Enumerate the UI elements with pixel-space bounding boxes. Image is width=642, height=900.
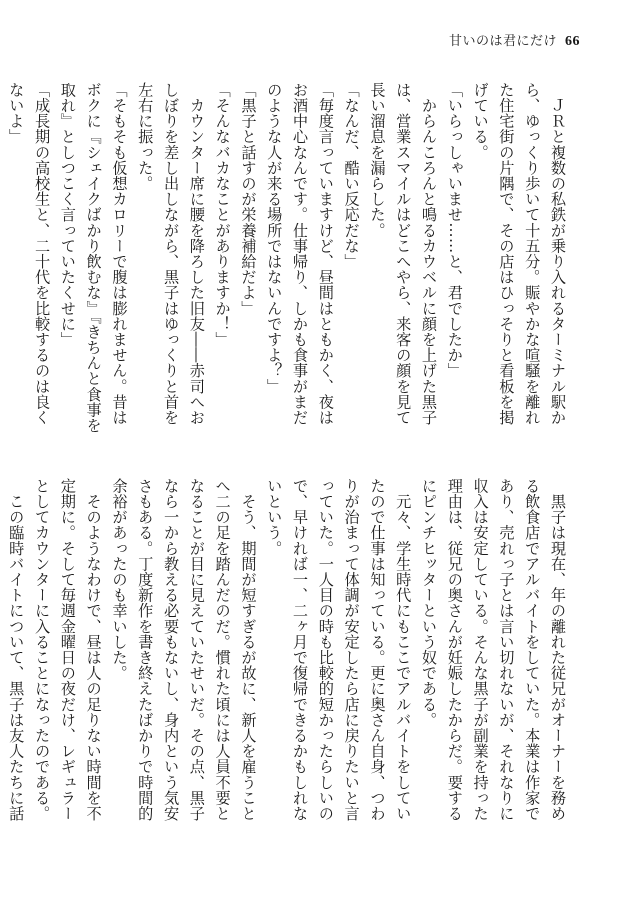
dialogue-line: 「いらっしゃいませ……と、君でしたか」: [445, 82, 464, 379]
paragraph: 元々、学生時代にもここでアルバイトをしていたので仕事は知っている。更に奥さん自身、つわりが治まって体調が安定したら店に戻りたいと言っていた。一人目の時も比較的短かったらしいので、早ければ一、二ヶ月で復帰できるかもしれないという。: [265, 478, 413, 822]
dialogue-line: 「そんなバカなことがありますか！」: [213, 82, 232, 348]
paragraph: からんころんと鳴るカウベルに顔を上げた黒子は、営業スマイルはどこへやら、来客の顔を見て長い溜息を漏らした。: [368, 82, 439, 426]
paragraph: そのようなわけで、昼は人の足りない時間を不定期に。そして毎週金曜日の夜だけ、レギュラーとしてカウンターに入ることになったのである。: [33, 478, 103, 822]
dialogue-line: [0, 82, 2, 438]
dialogue-line: 「そもそも仮想カロリーで腹は膨れません。昔はボクに『シェイクばかり飲むな』『きちんと食事を取れ』としつこく言っていたくせに」: [58, 82, 129, 434]
paragraph: 黒子は現在、年の離れた従兄がオーナーを務める飲食店でアルバイトをしていた。本業は作家であり、売れっ子とは言い切れないが、それなりに収入は安定している。そんな黒子が副業を持った理由は、従兄の奥さんが妊娠したからだ。要するにピンチヒッターという奴である。: [420, 478, 567, 822]
page-number: 66: [565, 34, 580, 49]
paragraph: ＪＲと複数の私鉄が乗り入れるターミナル駅から、ゆっくり歩いて十五分。賑やかな喧騒を離れた住宅街の片隅で、その店はひっそりと看板を掲げている。: [471, 82, 567, 426]
running-head: [449, 34, 580, 50]
dialogue-line: 「黒子と話すのが栄養補給だよ」: [239, 82, 258, 316]
book-title: 甘いのは君にだけ: [448, 34, 557, 49]
dialogue-line: 「毎度言っていますけど、昼間はともかく、夜はお酒中心なんです。仕事帰り、しかも食事がまだのような人が来る場所ではないんですよ？」: [265, 82, 335, 426]
paragraph: この臨時バイトについて、黒子は友人たちに話: [7, 493, 26, 822]
dialogue-line: 「なんだ、酷い反応だな」: [342, 82, 361, 270]
top-text-block: [7, 82, 570, 438]
paragraph: そう、期間が短すぎるが故に、新人を雇うことへ二の足を踏んだのだ。慣れた頃には人員不要となることが目に見えていたせいだ。その点、黒子なら一から教える必要もないし、身内という気安さもある。丁度新作を書き終えたばかりで時間的余裕があったのも幸いした。: [110, 478, 258, 822]
dialogue-line: 「成長期の高校生と、二十代を比較するのは良くないよ」: [7, 82, 52, 426]
bottom-text-block: [7, 478, 570, 834]
paragraph: カウンター席に腰を降ろした旧友――赤司へおしぼりを差し出しながら、黒子はゆっくりと首を左右に振った。: [136, 82, 206, 426]
